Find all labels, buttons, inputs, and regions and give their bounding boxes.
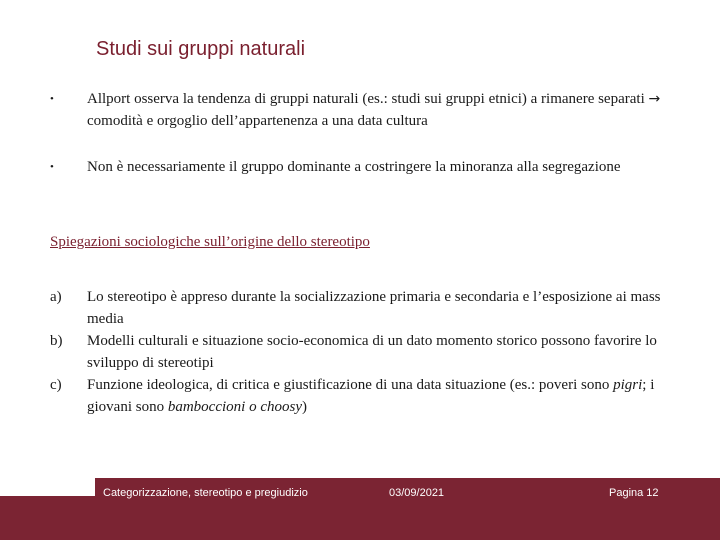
section-heading: Spiegazioni sociologiche sull’origine dello stereotipo (50, 234, 370, 250)
list-text-italic: bamboccioni o choosy (167, 399, 302, 415)
bullet-marker: • (50, 161, 54, 173)
list-item (50, 374, 690, 418)
bullet-text: Non è necessariamente il gruppo dominante a costringere la minoranza alla segregazione (87, 159, 621, 175)
list-item (50, 330, 690, 374)
bullet-text (87, 88, 690, 132)
right-arrow-icon: → (648, 91, 661, 107)
footer-white-block (0, 478, 95, 496)
list-text-part: ) (301, 399, 307, 415)
bullet-list (50, 88, 690, 202)
list-item (50, 286, 690, 330)
explanations-list (50, 286, 690, 418)
bullet-marker: • (50, 93, 54, 105)
list-marker: a) (50, 289, 62, 305)
list-text-italic: pigri (613, 377, 643, 393)
footer-date: 03/09/2021 (389, 487, 445, 499)
footer-title: Categorizzazione, stereotipo e pregiudizio (103, 487, 308, 499)
list-marker: c) (50, 377, 62, 393)
list-text: Lo stereotipo è appreso durante la socializzazione primaria e secondaria e l’esposizione ai mass media (87, 289, 661, 327)
bullet-text-continued: comodità e orgoglio dell’appartenenza a una data cultura (87, 113, 428, 129)
bullet-text-main: Allport osserva la tendenza di gruppi naturali (es.: studi sui gruppi etnici) a rimanere separati (87, 91, 645, 107)
bullet-item (50, 156, 690, 178)
list-text (87, 374, 690, 418)
bullet-item (50, 88, 690, 132)
list-text-part: Funzione ideologica, di critica e giustificazione di una data situazione (es.: poveri sono (87, 377, 614, 393)
slide-title: Studi sui gruppi naturali (96, 38, 306, 60)
list-marker: b) (50, 333, 63, 349)
list-text: Modelli culturali e situazione socio-economica di un dato momento storico possono favorire lo sviluppo di stereotipi (87, 333, 657, 371)
footer-page-number: Pagina 12 (609, 487, 659, 499)
list-text-part: ; i giovani sono (87, 377, 655, 415)
